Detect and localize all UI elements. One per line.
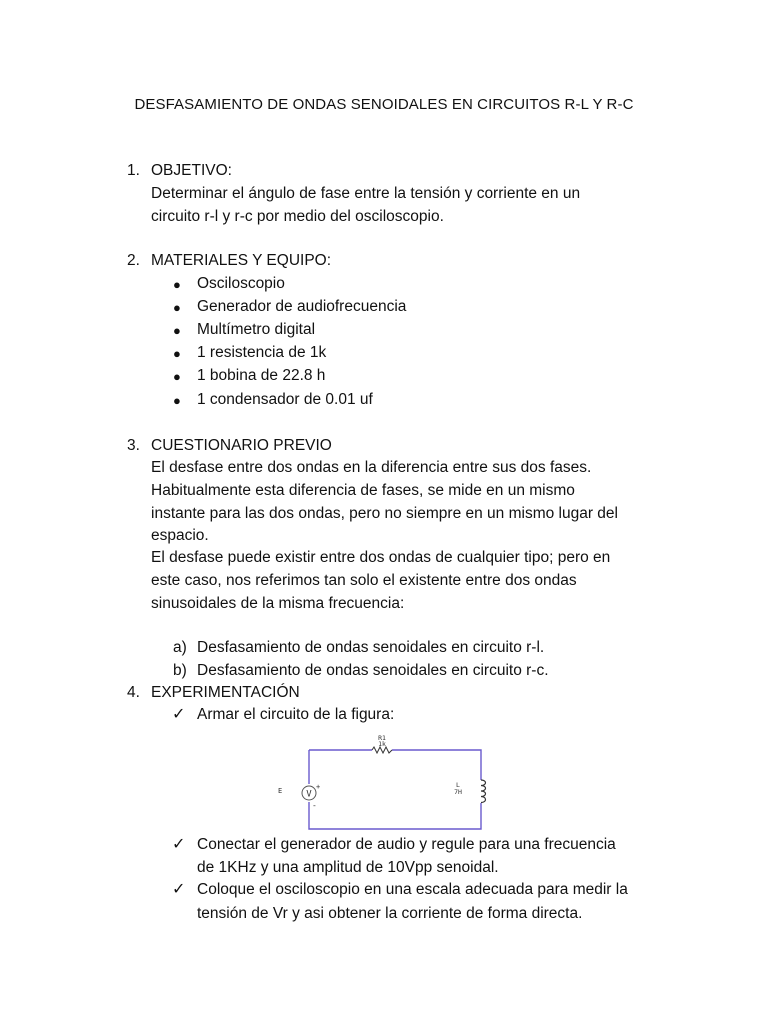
bullet-icon: ● [173, 277, 181, 292]
source-name-label: E [278, 787, 283, 795]
material-item: 1 resistencia de 1k [197, 344, 327, 361]
section-3-line: instante para las dos ondas, pero no siempre en un mismo lugar del [151, 505, 618, 522]
inductor-icon [481, 780, 486, 803]
sub-item-a-marker: a) [173, 639, 187, 656]
section-3-line: El desfase puede existir entre dos ondas de cualquier tipo; pero en [151, 549, 611, 566]
sub-item-b-marker: b) [173, 662, 187, 679]
section-1-line-2: circuito r-l y r-c por medio del osciloscopio. [151, 208, 444, 225]
source-minus-label: - [312, 801, 317, 810]
bullet-icon: ● [173, 393, 181, 408]
source-symbol-label: V [306, 789, 312, 800]
section-3-number: 3. [127, 437, 140, 454]
bullet-icon: ● [173, 346, 181, 361]
source-plus-label: + [316, 783, 321, 791]
section-3-line: este caso, nos referimos tan solo el existente entre dos ondas [151, 572, 577, 589]
material-item: 1 bobina de 22.8 h [197, 367, 326, 384]
bullet-icon: ● [173, 369, 181, 384]
sub-item-b-text: Desfasamiento de ondas senoidales en circuito r-c. [197, 662, 549, 679]
section-4-number: 4. [127, 684, 140, 701]
section-2-number: 2. [127, 252, 140, 269]
section-3-heading: CUESTIONARIO PREVIO [151, 437, 332, 454]
section-1-line-1: Determinar el ángulo de fase entre la tensión y corriente en un [151, 185, 581, 202]
check-icon: ✓ [172, 706, 186, 723]
resistor-value-label: 1k [378, 740, 386, 748]
step-3-line-2: tensión de Vr y asi obtener la corriente de forma directa. [197, 905, 583, 922]
section-3-line: sinusoidales de la misma frecuencia: [151, 595, 405, 612]
check-icon: ✓ [172, 836, 186, 853]
section-4-heading: EXPERIMENTACIÓN [151, 684, 300, 701]
wire-bottom [309, 802, 481, 829]
step-2-line-1: Conectar el generador de audio y regule para una frecuencia [197, 836, 616, 853]
resistor-name-label: R1 [378, 734, 386, 742]
section-3-line: espacio. [151, 527, 209, 544]
check-icon: ✓ [172, 881, 186, 898]
material-item: Multímetro digital [197, 321, 316, 338]
step-2-line-2: de 1KHz y una amplitud de 10Vpp senoidal. [197, 859, 499, 876]
step-1-line: Armar el circuito de la figura: [197, 706, 395, 723]
material-item: Osciloscopio [197, 275, 285, 292]
bullet-icon: ● [173, 323, 181, 338]
section-2-heading: MATERIALES Y EQUIPO: [151, 252, 332, 269]
section-3-line: El desfase entre dos ondas en la diferencia entre sus dos fases. [151, 459, 592, 476]
section-1-number: 1. [127, 162, 140, 179]
sub-item-a-text: Desfasamiento de ondas senoidales en circuito r-l. [197, 639, 545, 656]
inductor-name-label: L [456, 781, 460, 789]
document-title: DESFASAMIENTO DE ONDAS SENOIDALES EN CIRCUITOS R-L Y R-C [134, 96, 634, 113]
inductor-value-label: 7H [454, 788, 462, 796]
bullet-icon: ● [173, 300, 181, 315]
wire-top-right [392, 750, 481, 780]
voltage-source-icon [302, 786, 316, 800]
section-1-heading: OBJETIVO: [151, 162, 232, 179]
circuit-diagram [272, 732, 492, 832]
material-item: Generador de audiofrecuencia [197, 298, 407, 315]
material-item: 1 condensador de 0.01 uf [197, 391, 373, 408]
section-3-line: Habitualmente esta diferencia de fases, se mide en un mismo [151, 482, 575, 499]
step-3-line-1: Coloque el osciloscopio en una escala adecuada para medir la [197, 881, 628, 898]
